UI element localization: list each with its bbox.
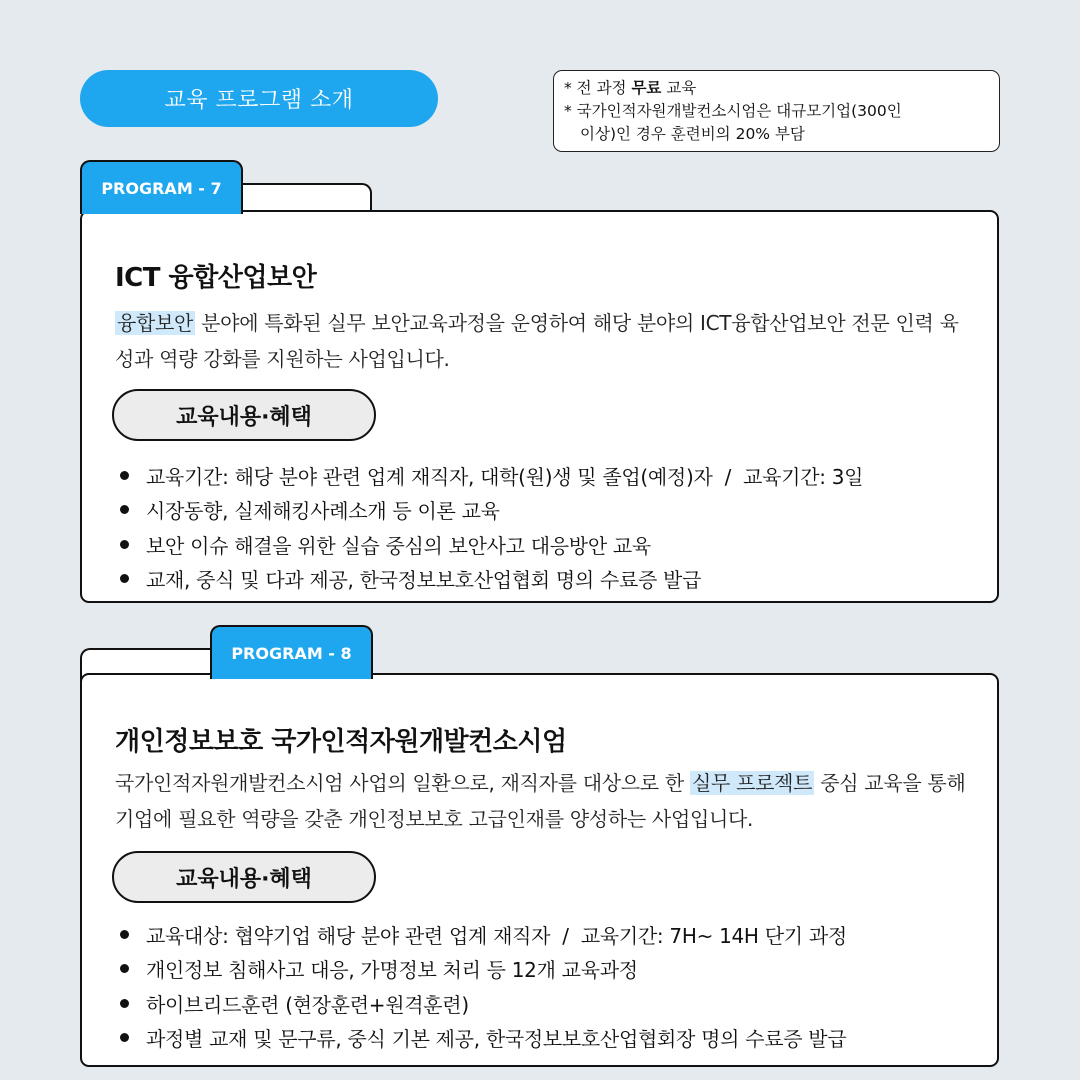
tab-program-8[interactable]	[210, 625, 373, 679]
bullet-icon	[120, 964, 129, 973]
section-title: 교육 프로그램 소개	[164, 88, 354, 113]
benefits-label: 교육내용·혜택	[176, 404, 312, 430]
bullet-icon	[120, 540, 129, 549]
list-item-text: 하이브리드훈련 (현장훈련+원격훈련)	[146, 992, 469, 1017]
list-item-text: 교육기간: 해당 분야 관련 업계 재직자, 대학(원)생 및 졸업(예정)자 / 교육기간: 3일	[146, 464, 864, 489]
list-item	[120, 527, 863, 562]
note-text: * 국가인적자원개발컨소시엄은 대규모기업(300인	[564, 102, 902, 120]
list-item	[120, 562, 863, 597]
bullet-icon	[120, 1033, 129, 1042]
tab-label: PROGRAM - 8	[231, 643, 352, 663]
list-item	[120, 986, 847, 1021]
bullet-icon	[120, 505, 129, 514]
bullet-icon	[120, 999, 129, 1008]
notes-box	[553, 70, 1000, 152]
program-title: ICT 융합산업보안	[115, 263, 317, 293]
note-bold: 무료	[631, 79, 662, 97]
benefits-label: 교육내용·혜택	[176, 866, 312, 892]
desc-highlight: 실무 프로젝트	[691, 771, 813, 795]
program-title: 개인정보보호 국가인적자원개발컨소시엄	[115, 727, 567, 757]
benefits-list	[120, 458, 863, 596]
tab-program-7[interactable]	[80, 160, 243, 214]
note-text: 교육	[661, 79, 697, 97]
note-line-1	[564, 77, 989, 100]
note-text: * 전 과정	[564, 79, 632, 97]
list-item	[120, 458, 863, 493]
desc-highlight: 융합보안	[117, 311, 194, 335]
note-line-3	[564, 123, 989, 146]
note-text: 이상)인 경우 훈련비의 20% 부담	[580, 125, 805, 143]
section-title-pill	[80, 70, 438, 127]
desc-text: 중심 교육을 통해 기업에 필요한 역량을 갖춘 개인정보보호 고급인재를 양성하는 사업입니다.	[115, 771, 966, 831]
list-item-text: 교육대상: 협약기업 해당 분야 관련 업계 재직자 / 교육기간: 7H~ 14H 단기 과정	[146, 923, 847, 948]
list-item-text: 개인정보 침해사고 대응, 가명정보 처리 등 12개 교육과정	[146, 958, 638, 983]
list-item-text: 과정별 교재 및 문구류, 중식 기본 제공, 한국정보보호산업협회장 명의 수료증 발급	[146, 1027, 847, 1052]
list-item	[120, 917, 847, 952]
program-card-7	[80, 210, 999, 603]
bullet-icon	[120, 930, 129, 939]
bullet-icon	[120, 574, 129, 583]
program-description	[115, 305, 975, 377]
bullet-icon	[120, 471, 129, 480]
program-description	[115, 765, 975, 837]
list-item-text: 보안 이슈 해결을 위한 실습 중심의 보안사고 대응방안 교육	[146, 533, 651, 558]
tab-label: PROGRAM - 7	[101, 178, 222, 198]
list-item	[120, 952, 847, 987]
program-card-8	[80, 673, 999, 1067]
desc-text: 국가인적자원개발컨소시엄 사업의 일환으로, 재직자를 대상으로 한	[115, 771, 690, 795]
benefits-pill	[112, 851, 376, 903]
desc-text: 분야에 특화된 실무 보안교육과정을 운영하여 해당 분야의 ICT융합산업보안 전문 인력 육성과 역량 강화를 지원하는 사업입니다.	[115, 311, 959, 371]
note-line-2	[564, 100, 989, 123]
list-item-text: 교재, 중식 및 다과 제공, 한국정보보호산업협회 명의 수료증 발급	[146, 568, 702, 593]
benefits-pill	[112, 389, 376, 441]
benefits-list	[120, 917, 847, 1055]
list-item	[120, 493, 863, 528]
list-item-text: 시장동향, 실제해킹사례소개 등 이론 교육	[146, 499, 500, 524]
list-item	[120, 1021, 847, 1056]
